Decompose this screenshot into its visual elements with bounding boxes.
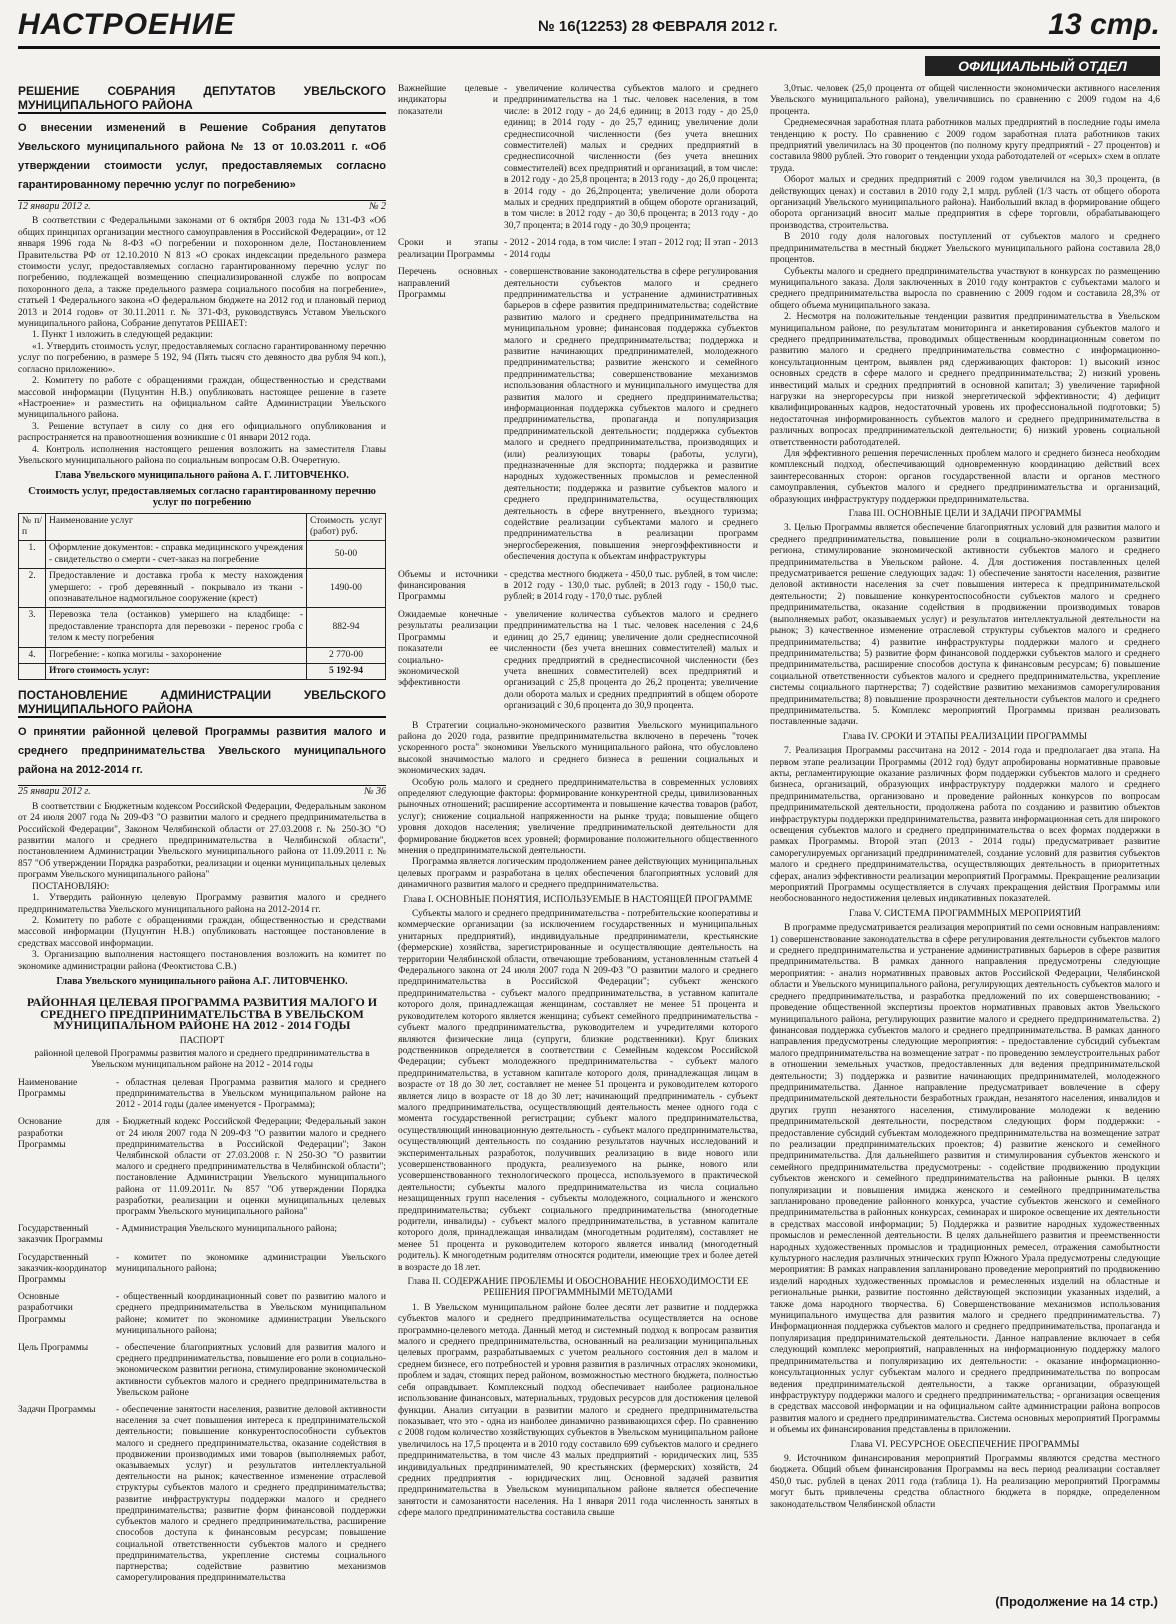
decision-signature: Глава Увельского муниципального района А. Г. ЛИТОВЧЕНКО. <box>55 470 349 482</box>
decision-kicker: РЕШЕНИЕ СОБРАНИЯ ДЕПУТАТОВ УВЕЛЬСКОГО МУНИЦИПАЛЬНОГО РАЙОНА <box>18 84 386 112</box>
masthead <box>18 8 1160 49</box>
field-label: Государственный заказчик Программы <box>18 1224 103 1246</box>
field-value: - комитет по экономике администрации Увельского муниципального района; <box>116 1252 386 1274</box>
service-price: 50-00 <box>307 541 386 569</box>
row-number: 1. <box>19 541 46 569</box>
table-header-row <box>19 513 386 541</box>
column-1 <box>18 84 386 1614</box>
chapter-4-heading: Глава IV. СРОКИ И ЭТАПЫ РЕАЛИЗАЦИИ ПРОГРАММЫ <box>842 731 1088 742</box>
newspaper-title: НАСТРОЕНИЕ <box>18 8 236 41</box>
decision-title: О внесении изменений в Решение Собрания депутатов Увельского муниципального района № 13 от 10.03.2011 г. «Об утверждении стоимости услуг, предоставляемых согласно гарантированному перечню услуг по погребению» <box>18 122 386 191</box>
paragraph: 2. Комитету по работе с обращениями граждан, общественностью и средствами массовой информации (Пуцунтин Н.В.) опубликовать настоящее постановление в средствах массовой информации. <box>18 915 386 949</box>
paragraph: «1. Утвердить стоимость услуг, предоставляемых согласно гарантированному перечню услуг по погребению, в размере 5 192, 94 (Пять тысяч сто девяносто два рубля 94 коп.), согласно приложению». <box>18 341 386 375</box>
row-number: 2. <box>19 569 46 608</box>
paragraph: Программа является логическим продолжением ранее действующих муниципальных целевых программ и разработана в целях обеспечения благоприятных условий для динамичного развития малого и среднего предпринимательства. <box>398 857 758 891</box>
page-number: 13 стр. <box>1048 8 1160 41</box>
chapter-5-heading: Глава V. СИСТЕМА ПРОГРАММНЫХ МЕРОПРИЯТИЙ <box>848 908 1082 919</box>
program-title: РАЙОННАЯ ЦЕЛЕВАЯ ПРОГРАММА РАЗВИТИЯ МАЛОГО И СРЕДНЕГО ПРЕДПРИНИМАТЕЛЬСТВА В УВЕЛЬСКОМ МУНИЦИПАЛЬНОМ РАЙОНЕ НА 2012 - 2014 ГОДЫ <box>26 995 378 1033</box>
service-price: 5 192-94 <box>307 664 386 680</box>
paragraph: 1. Пункт 1 изложить в следующей редакции: <box>32 330 213 341</box>
resolution-kicker: ПОСТАНОВЛЕНИЕ АДМИНИСТРАЦИИ УВЕЛЬСКОГО МУНИЦИПАЛЬНОГО РАЙОНА <box>18 688 386 717</box>
field-label: Важнейшие целевые индикаторы и показатели <box>398 84 498 117</box>
chapter-6-text: 9. Источником финансирования мероприятий Программы являются средства местного бюджета. Общий объем финансирования Программы на весь период реализации составляет 450,0 тыс. рублей в ценах 2011 года (таблица 1). На реализацию мероприятий Программы могут быть привлечены средства областного бюджета в порядке, определенном законодательством Челябинской области <box>770 1453 1160 1510</box>
field-value: - обеспечение занятости населения, развитие деловой активности населения за счет повышения интереса к предпринимательской деятельности; повышение конкурентоспособности субъектов малого и среднего предпринимательства, оказание содействия в продвижении производимых ими товаров (выполняемых работ, оказываемых услуг) и результатов интеллектуальной деятельности на рынок; качественное изменение отраслевой структуры субъектов малого и среднего предпринимательства; развитие инфраструктуры поддержки малого и среднего предпринимательства; развитие форм финансовой поддержки субъектов малого и среднего предпринимательства, расширение способов доступа к финансовым ресурсам; повышение социальной ответственности субъектов малого и среднего предпринимательства, укрепление системы социального партнерства; содействие развитию механизмов саморегулирования предпринимательства <box>116 1405 386 1584</box>
table-row <box>19 608 386 647</box>
service-name: Перевозка тела (останков) умершего на кладбище: - предоставление транспорта для перевозки - перенос гроба с телом к месту погребения <box>46 608 307 647</box>
field-label: Задачи Программы <box>18 1405 96 1416</box>
passport-grid <box>18 1078 386 1585</box>
field-value: - увеличение количества субъектов малого и среднего предпринимательства на 1 тыс. человек населения с 24,6 единиц до 25,7 единиц; увеличение доли среднесписочной численности (без учета внешних совместителей) малых и средних предприятий в среднесписочной численности (без учета внешних совместителей) всех предприятий и организаций с 25,8 процента до 26,2 процента; увеличение доли оборота малых и средних предприятий в общем обороте организаций с 30,6 процента до 30,9 процента. <box>504 609 758 712</box>
row-number: 4. <box>19 647 46 663</box>
decision-date: 12 январи 2012 г. <box>18 201 91 212</box>
field-value: - Администрация Увельского муниципального района; <box>116 1224 338 1235</box>
paragraph: 2. Комитету по работе с обращениями граждан, общественностью и средствами массовой информации (Пуцунтин Н.В.) опубликовать настоящее решение в газете «Настроение» и разместить на официальном сайте Администрации Увельского муниципального района. <box>18 376 386 421</box>
resolution-signature: Глава Увельского муниципального района А.Г. ЛИТОВЧЕНКО. <box>56 975 348 987</box>
service-name: Предоставление и доставка гроба к месту нахождения умершего: - гроб деревянный - покрывало из ткани - опознавательное надмогильное сооружение (крест) <box>46 569 307 608</box>
field-label: Ожидаемые конечные результаты реализации Программы и показатели ее социально-экономической эффективности <box>398 609 498 689</box>
row-number: 3. <box>19 608 46 647</box>
paragraph: Для эффективного решения перечисленных проблем малого и среднего бизнеса необходим комплексный подход, обеспечивающий одновременную координацию действий всех заинтересованных сторон: органов государственной власти и органов местного самоуправления, субъектов малого и среднего предпринимательства и организаций, образующих инфраструктуру поддержки предпринимательства. <box>770 449 1160 505</box>
chapter-1-heading: Глава I. ОСНОВНЫЕ ПОНЯТИЯ, ИСПОЛЬЗУЕМЫЕ В НАСТОЯЩЕЙ ПРОГРАММЕ <box>403 894 753 905</box>
chapter-1-text: Субъекты малого и среднего предпринимательства - потребительские кооперативы и коммерческие организации (за исключением государственных и муниципальных унитарных предприятий), индивидуальные предприниматели, крестьянские (фермерские) хозяйства, зарегистрированные и осуществляющие деятельность на территории Челябинской области, отвечающие требованиям, установленным статьей 4 Федерального закона от 24 июля 2007 года N 209-ФЗ "О развитии малого и среднего предпринимательства в Российской Федерации"; субъект женского предпринимательства - субъект малого предпринимательства, в уставном капитале которого доля, принадлежащая женщинам, составляет не менее 51 процента и руководителем которого является женщина; субъект семейного предпринимательства - субъект малого предпринимательства, руководителем и учредителями которого являются физические лица (супруги, близкие родственники). Круг близких родственников определяется в соответствии с Семейным кодексом Российской Федерации; субъект молодежного предпринимательства - субъект малого предпринимательства, в уставном капитале которого доля, принадлежащая лицам в возрасте от 18 до 30 лет, составляет не менее 51 процента и руководителем которого является лицо в возрасте от 18 до 30 лет; начинающий предприниматель - субъект малого предпринимательства, осуществляющий деятельность менее одного года с момента государственной регистрации; субъект малого предпринимательства, осуществляющий инновационную деятельность - субъект малого предпринимательства, осуществляющий деятельность по созданию результатов научных исследований и экспериментальных разработок, получивших реализацию в виде нового или усовершенствованного продукта, реализуемого на рынке, нового или усовершенствованного технологического процесса, используемого в практической деятельности; субъекты малого предпринимательства из числа социально незащищенных групп населения - субъекты молодежного, социального и женского предпринимательства; субъект социального предпринимательства (многодетные родители, инвалиды) - субъект малого предпринимательства, в уставном капитале которого доля, принадлежащая инвалидам (многодетным родителям), составляет не менее 51 процента и руководителем которого является инвалид (многодетный родитель). К многодетным родителям относятся родители, имеющие трех и более детей в возрасте до 18 лет. <box>398 909 758 1273</box>
resolution-dateline <box>18 785 386 797</box>
table-row <box>19 647 386 663</box>
table-row <box>19 541 386 569</box>
paragraph: В соответствии с Бюджетным кодексом Российской Федерации, Федеральным законом от 24 июля 2007 года № 209-ФЗ "О развитии малого и среднего предпринимательства в Российской Федерации", Законом Челябинской области от 27.03.2008 г. № 250-ЗО "О развитии малого и среднего предпринимательства в Челябинской области", постановлением Администрации Увельского муниципального района от 11.09.2011 г. № 857 "Об утверждении Порядка разработки, реализации и оценки муниципальных целевых программ Увельского муниципального района" <box>18 801 386 881</box>
field-label: Цель Программы <box>18 1343 89 1354</box>
field-label: Сроки и этапы реализации Программы <box>398 238 498 260</box>
resolution-title: О принятии районной целевой Программы развития малого и среднего предпринимательства Увельского муниципального района на 2012-2014 гг. <box>18 726 386 777</box>
chapter-5-text: В программе предусматривается реализация мероприятий по семи основным направлениям: 1) совершенствование законодательства в сфере регулирования деятельности субъектов малого и среднего предпринимательства и устранение административных барьеров в сфере развития предпринимательства. В рамках данного направления предусмотрены следующие мероприятия: - анализ нормативных правовых актов Российской Федерации, Челябинской области и Увельского муниципального района, регулирующих деятельность субъектов малого и среднего предпринимательства, и разработка предложений по их совершенствованию; - проведение общественной экспертизы проектов нормативных правовых актов Увельского муниципального района, регулирующих развитие малого и среднего предпринимательства. 2) финансовая поддержка субъектов малого и среднего предпринимательства. В рамках данного направления предусмотрены следующие мероприятия: - предоставление субсидий субъектам малого предпринимательства на возмещение затрат - по проведению землеустроительных работ в отношении земельных участков, предоставленных для ведения предпринимательской деятельности; 3) поддержка и развитие начинающих предпринимателей, молодежного предпринимательства. Данное направление предусматривает вовлечение в сферу предпринимательской деятельности безработных граждан, незанятого населения, инвалидов и других групп незанятого населения, стимулирование молодежи к ведению предпринимательской деятельности, посредством следующих форм поддержки: - предоставление субсидий субъектам молодежного предпринимательства на возмещение затрат по реализации предпринимательских проектов; 4) развитие женского и семейного предпринимательства. Для дальнейшего развития и стимулирования субъектов женского и семейного предпринимательства предусмотрены: - содействие продвижению продукции субъектов женского и семейного предпринимательства на районные рынки. В целях популяризации и повышения имиджа женского и семейного предпринимательства запланировано проведение районного конкурса, участие субъектов женского и семейного предпринимательства в районных конкурсах, семинарах и широкое освещение их деятельности в средствах массовой информации; 5) Поддержка и развитие народных художественных промыслов и ремесленной деятельности. В целях дальнейшего развития и преемственности народных художественных промыслов и традиционных ремесел, отражения самобытности культурного наследия различных этнических групп Южного Урала предусмотрены следующие мероприятия: В рамках направления запланировано проведение мероприятий по продвижению изделий народных художественных промыслов и ремесленных изделий на областные и региональные рынки, развитие постоянно действующей экспозиции указанных изделий, а также дома народного творчества. 6) Совершенствование механизмов использования муниципального имущества для развития малого и среднего предпринимательства. 7) Информационная поддержка субъектов малого и среднего предпринимательства, пропаганда и популяризация предпринимательской деятельности. Данное направление включает в себя следующий комплекс мероприятий, направленных на информационную поддержку малого предпринимательства и популяризацию их деятельности: - оказание информационно-консультационных услуг субъектам малого и среднего предпринимательства по вопросам ведения предпринимательской деятельности, а также организации, образующей инфраструктуру поддержки малого и среднего предпринимательства; - организация освещения в средствах массовой информации и на официальном сайте администрации района вопросов развития малого и среднего предпринимательства. Система основных мероприятий Программы и объемы их финансирования представлены в приложении. <box>770 923 1160 1436</box>
field-label: Перечень основных направлений Программы <box>398 267 498 300</box>
field-label: Наименование Программы <box>18 1077 78 1099</box>
paragraph: Среднемесячная заработная плата работников малых предприятий в последние годы имела тенденцию к росту. По сравнению с 2009 годом заработная плата работников таких предприятий увеличилась на 30 процентов (по полному кругу предприятий - 27 процентов) и составила 9800 рублей. Это говорит о тенденции ухода работодателей от «серых» схем в оплате труда. <box>770 118 1160 174</box>
field-value: - совершенствование законодательства в сфере регулирования деятельности субъектов малого и среднего предпринимательства и устранение административных барьеров в сфере развития предпринимательства; содействие развитию малого и среднего предпринимательства на муниципальном уровне; финансовая поддержка субъектов малого и среднего предпринимательства; поддержка и развитие начинающих предпринимателей, молодежного предпринимательства; развитие женского и семейного предпринимательства; совершенствование механизмов использования областного и муниципального имущества для развития малого и среднего предпринимательства; информационная поддержка субъектов малого и среднего предпринимательства, пропаганда и популяризация предпринимательской деятельности; поддержка субъектов малого и среднего предпринимательства, производящих и (или) реализующих товары (работы, услуги), предназначенные для экспорта; поддержка и развитие народных художественных промыслов и ремесленной деятельности; поддержка и развитие субъектов малого и среднего предпринимательства, осуществляющих деятельность в сфере внутреннего, въездного туризма; содействие реализации субъектами малого и среднего предпринимательства в реализации программ энергосбережения, повышения энергоэффективности и обеспечения доступа к объектам инфраструктуры <box>504 267 758 563</box>
chapter-3-heading: Глава III. ОСНОВНЫЕ ЦЕЛИ И ЗАДАЧИ ПРОГРАММЫ <box>848 509 1082 520</box>
paragraph: Субъекты малого и среднего предпринимательства участвуют в конкурсах по размещению муниципального заказа. Доля заключенных в 2010 году контрактов с субъектами малого и среднего предпринимательства выросла по сравнению с 2009 годом и составила 28,3% от общего объема муниципального заказа. <box>770 266 1160 311</box>
col-header-service: Наименование услуг <box>46 513 307 541</box>
service-price: 1490-00 <box>307 569 386 608</box>
resolution-number: № 36 <box>364 786 386 798</box>
paragraph: 2. Несмотря на положительные тенденции развития предпринимательства в Увельском муниципальном районе, по результатам мониторинга и анкетирования субъектов малого и среднего предпринимательства, проводимых общественным координационным советом по развитию малого и среднего предпринимательства совместно с информационно-консультационным центром, выявлен ряд сдерживающих факторов: 1) высокий износ основных средств в сфере малого и среднего предпринимательства; 2) низкий уровень инвестиций малых и средних предприятий в основной капитал; 3) увеличение тарифной нагрузки на энергоресурсы при низкой энергетической эффективности; 4) дефицит квалифицированных кадров, недостаточный уровень их профессиональной подготовки; 5) недостаточная информированность субъектов малого и среднего предпринимательства в различных вопросах предпринимательской деятельности; 6) низкий уровень социальной ответственности работодателей. <box>770 312 1160 448</box>
chapter-6-heading: Глава VI. РЕСУРСНОЕ ОБЕСПЕЧЕНИЕ ПРОГРАММЫ <box>850 1439 1080 1450</box>
targets-grid <box>398 84 758 713</box>
field-label: Основание для разработки Программы <box>18 1117 110 1150</box>
decision-number: № 2 <box>369 201 386 212</box>
chapter-4-text: 7. Реализация Программы рассчитана на 2012 - 2014 года и предполагает два этапа. На первом этапе реализации Программы (2012 год) будут апробированы нормативные правовые акты, регламентирующие оказание различных форм поддержки субъектов малого и среднего бизнеса, организаций, образующих инфраструктуру поддержки малого и среднего предпринимательства, организовано и проведение районных конкурсов по вопросам предпринимательской деятельности, продолжена работа по созданию и развитию объектов инфраструктуры поддержки предпринимательства, развита информационная сеть для широкого освещения субъектов малого и среднего предпринимательства о всех формах поддержки в рамках Программы. Второй этап (2013 - 2014 годы) предусматривает развитие саморегулируемых организаций предпринимателей, создание условий для развития субъектов малого и среднего предпринимательства, осуществляющих деятельность в приоритетных сферах, анализ эффективности реализации мероприятий Программы. Прекращение реализации мероприятий Программы осуществляется в случаях прекращения действия Программы или необоснованного недостижения целевых индикативных показателей. <box>770 746 1160 905</box>
paragraph: 1. Утвердить районную целевую Программу развития малого и среднего предпринимательства Увельского муниципального района на 2012-2014 гг. <box>18 893 386 915</box>
services-table-title: Стоимость услуг, предоставляемых согласно гарантированному перечню услуг по погребению <box>28 485 376 509</box>
paragraph: Особую роль малого и среднего предпринимательства в современных условиях определяют следующие факторы: формирование конкурентной среды, цивилизованных рыночных отношений; расширение ассортимента и повышение качества товаров (работ, услуг); снижение социальной напряженности на рынке труда; повышение общего уровня доходов населения; увеличение предпринимательской деятельности для формирование бюджетов всех уровней; формирование положительного общественного мнения о предпринимательской деятельности. <box>398 777 758 856</box>
decision-body <box>18 216 386 467</box>
resolution-date: 25 январи 2012 г. <box>18 786 91 798</box>
field-value: - 2012 - 2014 года, в том числе: I этап - 2012 год; II этап - 2013 - 2014 годы <box>504 238 758 260</box>
paragraph: В Стратегии социально-экономического развития Увельского муниципального района до 2020 года, развитие предпринимательства включено в перечень "точек ускоренного роста" экономики Увельского муниципального района, что обусловлено высокой значимостью малого и среднего бизнеса в решении социальных и экономических задач. <box>398 720 758 777</box>
field-value: - общественный координационный совет по развитию малого и среднего предпринимательства в Увельском муниципальном районе; комитет по экономике администрации Увельского муниципального района; <box>116 1292 386 1336</box>
paragraph: 4. Контроль исполнения настоящего решения возложить на заместителя Главы Увельского муниципального района по социальным вопросам О.В. Очеретную. <box>18 444 386 466</box>
col-header-number: № п/п <box>19 513 46 541</box>
field-value: - обеспечение благоприятных условий для развития малого и среднего предпринимательства, повышение его роли в социально-экономическом развитии региона, стимулирование экономической активности субъектов малого и среднего предпринимательства в Увельском районе <box>116 1343 386 1398</box>
column-3 <box>770 84 1160 1594</box>
column2-paragraphs <box>398 721 758 892</box>
paragraph: 3. Решение вступает в силу со дня его официального опубликования и распространяется на правоотношения возникшие с 01 январи 2012 года. <box>18 421 386 444</box>
section-label: ОФИЦИАЛЬНЫЙ ОТДЕЛ <box>925 56 1160 76</box>
field-value: - увеличение количества субъектов малого и среднего предпринимательства на 1 тыс. человек населения, в том числе: в 2012 году - до 24,6 единиц; в 2013 году - до 25,0 единиц; в 2014 году - до 25,7 единиц; увеличение доли среднесписочной численности (без учета внешних совместителей) малых и средних предприятий в среднесписочной численности (без учета внешних совместителей) всех предприятий и организаций, в том числе: в 2012 году - до 25,8 процента; в 2013 году - до 26,0 процента; в 2014 году - до 26,2процента; увеличение доли оборота малых и средних предприятий в общем обороте организаций, в том числе: в 2012 году - до 30,6 процента; в 2013 году - до 30,7 процента; в 2014 году - до 30,9 процента; <box>504 84 758 231</box>
chapter-2-heading: Глава II. СОДЕРЖАНИЕ ПРОБЛЕМЫ И ОБОСНОВАНИЕ НЕОБХОДИМОСТИ ЕЕ РЕШЕНИЯ ПРОГРАММНЫМИ МЕТОДАМИ <box>407 1277 749 1299</box>
chapter-2-text: 1. В Увельском муниципальном районе более десяти лет развитие и поддержка субъектов малого и среднего предпринимательства осуществляется на основе программно-целевого метода. Данный метод и системный подход к вопросам развития малого и среднего предпринимательства, основанный на реализации муниципальных целевых программ, разрабатываемых с учетом реального состояния дел в малом и среднем бизнесе, его потребностей и уровня развития в различных отраслях экономики, проблем и задач, стоящих перед районом, возможностью местного бюджета, полностью себя оправдывает. Комплексный подход обеспечивает наиболее рациональное использование финансовых, материальных, трудовых ресурсов для достижения целевой функции. Анализ ситуации в развитии малого и среднего предпринимательства показывает, что это - одна из наиболее динамично развивающихся сфер. По сравнению с 2008 годом количество хозяйствующих субъектов в Увельском муниципальном районе увеличилось на 17,5 процента и в 2010 году составило 699 субъектов малого и среднего предпринимательства, в том числе 43 малых предприятий - юридических лиц, 535 индивидуальных предпринимателей, 90 крестьянских (фермерских) хозяйств, 24 средних предприятия - юридических лиц. Основной задачей развития предпринимательства в Увельском муниципальном районе является обеспечение занятости и самозанятости населения. На 1 января 2011 года численность занятых в сфере малого предпринимательства составила свыше <box>398 1302 758 1519</box>
resolution-body <box>18 802 386 973</box>
paragraph: В соответствии с Федеральными законами от 6 октября 2003 года № 131-ФЗ «Об общих принципах организации местного самоуправления в Российской Федерации», от 12 января 1996 года № 8-ФЗ «О погребении и похоронном деле, Постановлением Правительства РФ от 12.10.2010 N 813 «О сроках индексации предельного размера стоимости услуг, предоставляемых согласно гарантированному перечню услуг по погребению, подлежащей возмещению специализированной службе по вопросам похоронного дела, а также предельного размера социального пособия на погребение», статьей 1 Федерального закона «О федеральном бюджете на 2012 год и плановый период 2013 и 2014 годов» от 30.11.2011 г. № 371-ФЗ, руководствуясь Уставом Увельского муниципального района, Собрание депутатов РЕШАЕТ: <box>18 216 386 330</box>
table-row <box>19 569 386 608</box>
service-price: 2 770-00 <box>307 647 386 663</box>
table-row <box>19 664 386 680</box>
col-header-price: Стоимость услуг (работ) руб. <box>307 513 386 541</box>
field-value: - средства местного бюджета - 450,0 тыс. рублей, в том числе: в 2012 году - 130,0 тыс. рублей; в 2013 году - 150,0 тыс. рублей; в 2014 году - 170,0 тыс. рублей <box>504 569 758 603</box>
row-number <box>19 664 46 680</box>
service-name: Погребение: - копка могилы - захоронение <box>46 647 307 663</box>
paragraph: 3. Организацию выполнения настоящего постановления возложить на комитет по экономике администрации района (Феоктистова С.В.) <box>18 950 386 972</box>
passport-subtitle: районной целевой Программы развития малого и среднего предпринимательства в Увельском муниципальном районе на 2012 - 2014 годы <box>34 1048 370 1071</box>
decision-dateline <box>18 200 386 212</box>
passport-title: ПАСПОРТ <box>179 1035 225 1046</box>
column-2 <box>398 84 758 1594</box>
field-label: Объемы и источники финансирования Программы <box>398 569 498 603</box>
issue-info: № 16(12253) 28 ФЕВРАЛЯ 2012 г. <box>538 18 778 35</box>
column3-paragraphs <box>770 84 1160 506</box>
service-name: Итого стоимость услуг: <box>46 664 307 680</box>
field-value: - Бюджетный кодекс Российской Федерации; Федеральный закон от 24 июля 2007 года N 209-ФЗ "О развитии малого и среднего предпринимательства в Российской Федерации"; Закон Челябинской области от 27.03.2008 г. N 250-ЗО "О развитии малого и среднего предпринимательства в Челябинской области"; постановление Администрации Увельского муниципального района от 11.09.2011г. № 857 "Об утверждении Порядка разработки, реализации и оценки муниципальных целевых программ Увельского муниципального района" <box>116 1117 386 1218</box>
continuation-note: (Продолжение на 14 стр.) <box>995 1594 1158 1609</box>
field-value: - областная целевая Программа развития малого и среднего предпринимательства в Увельском муниципальном районе на 2012 - 2014 годы (далее именуется - Программа); <box>116 1077 386 1111</box>
paragraph: В 2010 году доля налоговых поступлений от субъектов малого и среднего предпринимательства в местный бюджет Увельского муниципального района составила 28,0 процентов. <box>770 232 1160 266</box>
paragraph: 3,0тыс. человек (25,0 процента от общей численности экономически активного населения Увельского муниципального района), увеличившись по сравнению с 2009 годом на 4,6 процента. <box>770 84 1160 117</box>
service-price: 882-94 <box>307 608 386 647</box>
field-label: Государственный заказчик-координатор Программы <box>18 1252 107 1286</box>
paragraph: ПОСТАНОВЛЯЮ: <box>32 881 110 892</box>
service-name: Оформление документов: - справка медицинского учреждения - свидетельство о смерти - счет-заказ на погребение <box>46 541 307 569</box>
services-table <box>18 513 386 681</box>
chapter-3-text: 3. Целью Программы является обеспечение благоприятных условий для развития малого и среднего предпринимательства, повышение роли в социально-экономическом развитии региона, стимулирование экономической активности субъектов малого и среднего предпринимательства в Увельском районе. 4. Для достижения поставленных целей предусматривается решение следующих задач: 1) обеспечение занятости населения, развитие деловой активности населения за счет повышения интереса к предпринимательской деятельности; 2) повышение конкурентоспособности субъектов малого и среднего предпринимательства, оказание содействия в продвижении производимых товаров (выполняемых работ, оказываемых услуг) и результатов интеллектуальной деятельности на рынок; 3) качественное изменение отраслевой структуры субъектов малого и среднего предпринимательства; 4) развитие инфраструктуры поддержки малого и среднего предпринимательства; 5) развитие форм финансовой поддержки субъектов малого и среднего предпринимательства, расширение способов доступа к финансовым ресурсам; 6) повышение социальной ответственности субъектов малого и среднего предпринимательства, укрепление системы социального партнерства; 7) содействие развитию механизмов саморегулирования предпринимательства; 8) повышение прозрачности деятельности субъектов малого и среднего предпринимательства. 5. Комплекс мероприятий Программы призван реализовать поставленные задачи. <box>770 523 1160 728</box>
paragraph: Оборот малых и средних предприятий с 2009 годом увеличился на 30,3 процента, (в действующих ценах) и составил в 2010 году 2,1 млрд. рублей (1/3 часть от общего оборота организаций Увельского муниципального района). Наибольший вклад в формирование общего оборота организаций вносит малые предприятия в сфере торговли, обрабатывающего производства, строительства. <box>770 175 1160 231</box>
field-label: Основные разработчики Программы <box>18 1292 73 1325</box>
